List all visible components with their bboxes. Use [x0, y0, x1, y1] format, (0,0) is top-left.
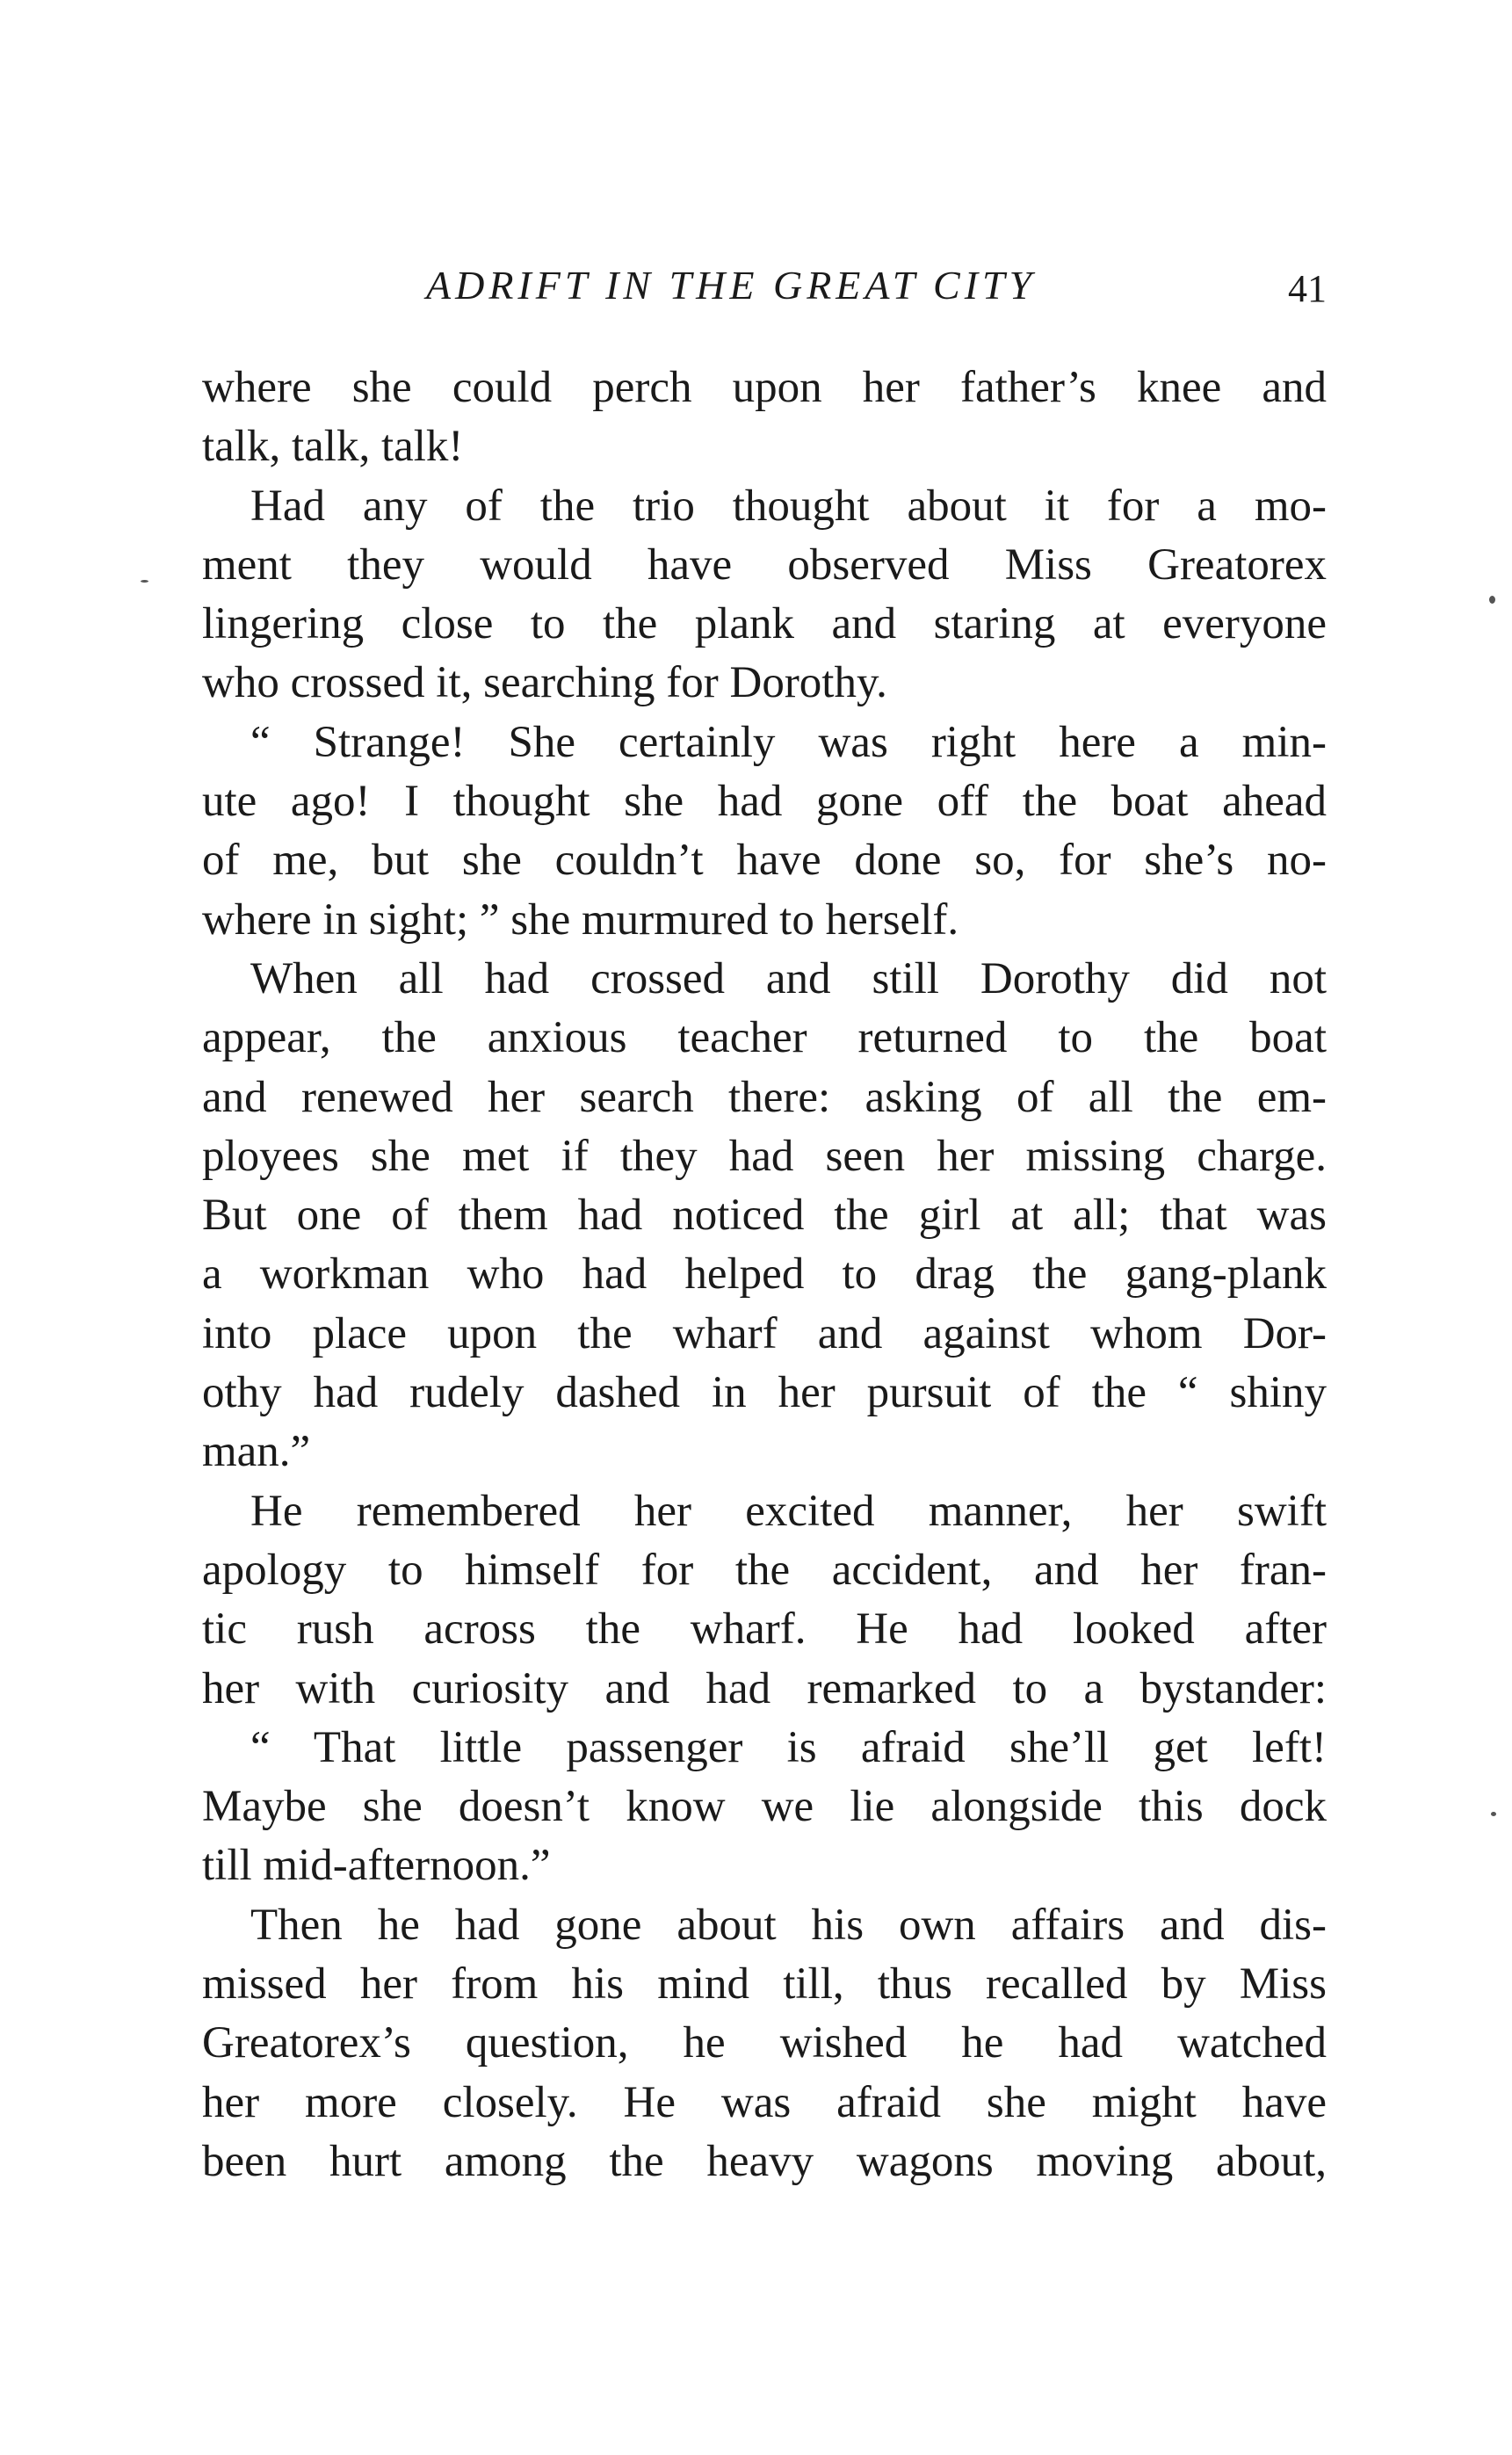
text-line: But one of them had noticed the girl at all; that was	[202, 1191, 1327, 1241]
text-line: missed her from his mind till, thus recalled by Miss	[202, 1959, 1327, 2010]
text-line: of me, but she couldn’t have done so, for she’s no-	[202, 836, 1327, 886]
text-line: who crossed it, searching for Dorothy.	[202, 658, 887, 708]
text-line: into place upon the wharf and against whom Dor-	[202, 1308, 1327, 1358]
running-title: ADRIFT IN THE GREAT CITY	[426, 263, 1037, 308]
text-line: tic rush across the wharf. He had looked after	[202, 1604, 1327, 1655]
text-line: and renewed her search there: asking of all the em-	[202, 1072, 1327, 1122]
text-line: When all had crossed and still Dorothy did not	[250, 953, 1327, 1003]
text-line: ute ago! I thought she had gone off the boat ahead	[202, 777, 1327, 827]
text-line: her with curiosity and had remarked to a bystander:	[202, 1663, 1327, 1713]
text-line: a workman who had helped to drag the gang-plank	[202, 1249, 1327, 1300]
body-text	[202, 358, 1327, 2191]
text-line: man.”	[202, 1427, 311, 1477]
text-line: ment they would have observed Miss Greatorex	[202, 540, 1327, 590]
text-line: He remembered her excited manner, her swift	[250, 1486, 1327, 1536]
text-line: Had any of the trio thought about it for a mo-	[250, 481, 1327, 531]
text-line: where in sight; ” she murmured to herself.	[202, 894, 959, 945]
text-line: “ That little passenger is afraid she’ll get left!	[250, 1722, 1327, 1772]
text-line: ployees she met if they had seen her missing charge.	[202, 1131, 1327, 1181]
text-line: lingering close to the plank and staring at everyone	[202, 599, 1327, 649]
text-line: othy had rudely dashed in her pursuit of the “ shiny	[202, 1368, 1327, 1418]
text-line: Then he had gone about his own affairs and dis-	[250, 1900, 1327, 1950]
scan-speck	[1489, 596, 1495, 604]
text-line: apology to himself for the accident, and her fran-	[202, 1545, 1327, 1595]
text-line: where she could perch upon her father’s knee and	[202, 363, 1327, 412]
text-line: appear, the anxious teacher returned to the boat	[202, 1013, 1327, 1063]
text-line: Maybe she doesn’t know we lie alongside this dock	[202, 1782, 1327, 1832]
text-line: her more closely. He was afraid she might have	[202, 2077, 1327, 2127]
running-head	[202, 255, 1327, 316]
page-number: 41	[1288, 267, 1327, 310]
scan-speck	[141, 580, 148, 583]
text-line: till mid-afternoon.”	[202, 1841, 551, 1891]
text-line: Greatorex’s question, he wished he had watched	[202, 2018, 1327, 2068]
scan-speck	[1491, 1812, 1496, 1816]
text-line: been hurt among the heavy wagons moving about,	[202, 2136, 1327, 2186]
text-line: “ Strange! She certainly was right here a min-	[250, 717, 1327, 767]
text-line: talk, talk, talk!	[202, 422, 464, 472]
